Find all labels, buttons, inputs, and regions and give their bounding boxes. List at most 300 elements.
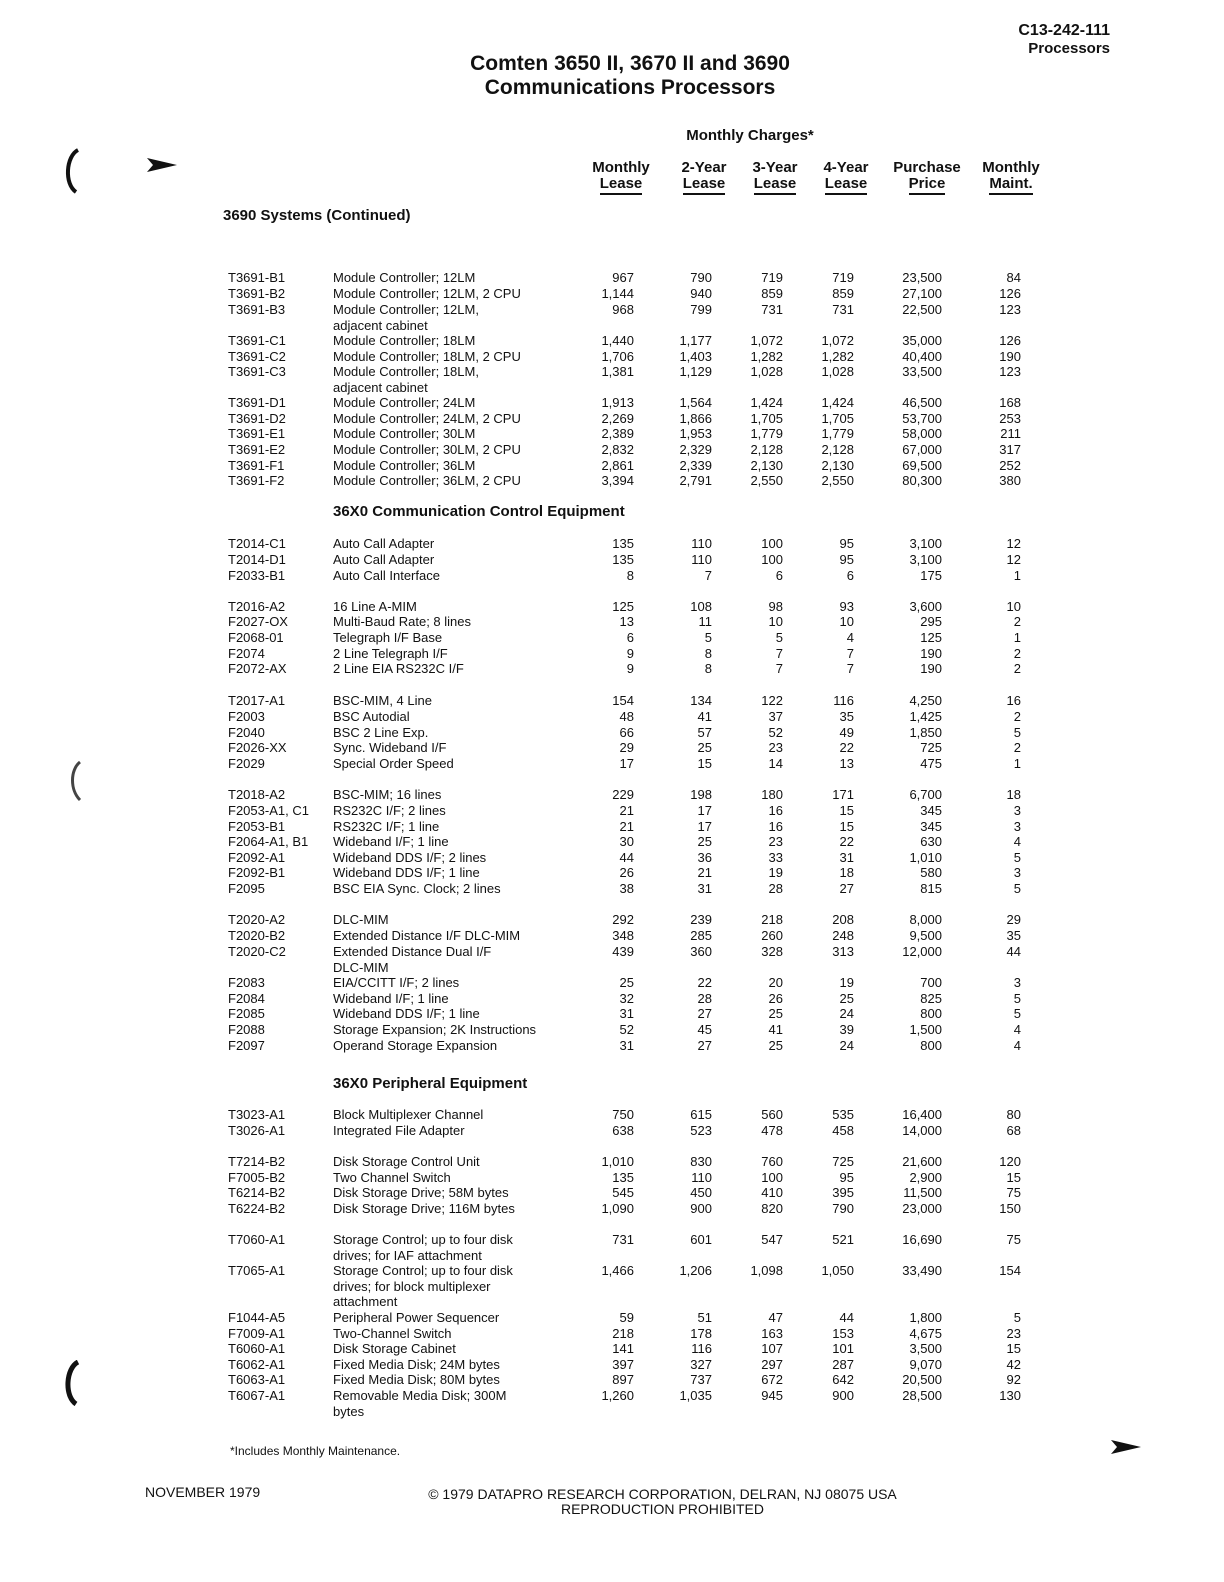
cell-3-year-lease: 1,705 bbox=[750, 411, 783, 426]
cell-monthly-maint: 252 bbox=[999, 458, 1021, 473]
cell-purchase-price: 33,490 bbox=[902, 1263, 942, 1278]
part-number: F2053-A1, C1 bbox=[228, 803, 309, 818]
description bbox=[333, 709, 573, 725]
cell-purchase-price: 8,000 bbox=[909, 912, 942, 927]
cell-3-year-lease: 719 bbox=[761, 270, 783, 285]
document-id: C13-242-111 bbox=[1018, 22, 1110, 39]
description-line: Module Controller; 12LM, bbox=[333, 302, 479, 317]
cell-3-year-lease: 10 bbox=[768, 614, 783, 629]
cell-2-year-lease: 7 bbox=[704, 568, 712, 583]
column-header-line1: Monthly bbox=[592, 159, 650, 176]
cell-4-year-lease: 13 bbox=[839, 756, 854, 771]
description-line: 2 Line Telegraph I/F bbox=[333, 646, 448, 661]
description-line: Disk Storage Drive; 58M bytes bbox=[333, 1185, 509, 1200]
cell-purchase-price: 9,500 bbox=[909, 928, 942, 943]
cell-4-year-lease: 4 bbox=[846, 630, 854, 645]
part-number: T3691-E1 bbox=[228, 426, 286, 441]
cell-monthly-maint: 380 bbox=[999, 473, 1021, 488]
cell-2-year-lease: 1,206 bbox=[679, 1263, 712, 1278]
description-line: BSC Autodial bbox=[333, 709, 410, 724]
cell-purchase-price: 1,850 bbox=[909, 725, 942, 740]
cell-monthly-lease: 31 bbox=[619, 1006, 634, 1021]
cell-4-year-lease: 859 bbox=[832, 286, 854, 301]
cell-monthly-maint: 5 bbox=[1013, 991, 1021, 1006]
column-header-line2: Price bbox=[909, 176, 946, 195]
cell-3-year-lease: 2,130 bbox=[750, 458, 783, 473]
cell-monthly-lease: 397 bbox=[612, 1357, 634, 1372]
cell-monthly-maint: 68 bbox=[1006, 1123, 1021, 1138]
cell-3-year-lease: 760 bbox=[761, 1154, 783, 1169]
cell-3-year-lease: 122 bbox=[761, 693, 783, 708]
cell-purchase-price: 815 bbox=[920, 881, 942, 896]
cell-purchase-price: 28,500 bbox=[902, 1388, 942, 1403]
description-line: 2 Line EIA RS232C I/F bbox=[333, 661, 464, 676]
cell-3-year-lease: 478 bbox=[761, 1123, 783, 1138]
part-number: F2053-B1 bbox=[228, 819, 286, 834]
part-number: T2014-D1 bbox=[228, 552, 286, 567]
description-line: Block Multiplexer Channel bbox=[333, 1107, 484, 1122]
description-line: adjacent cabinet bbox=[333, 379, 428, 395]
cell-monthly-lease: 8 bbox=[626, 568, 634, 583]
column-header-4-year-lease bbox=[812, 160, 880, 195]
cell-monthly-maint: 3 bbox=[1013, 819, 1021, 834]
description-line: Wideband DDS I/F; 2 lines bbox=[333, 850, 487, 865]
cell-purchase-price: 46,500 bbox=[902, 395, 942, 410]
cell-3-year-lease: 672 bbox=[761, 1372, 783, 1387]
column-header-monthly-maint bbox=[972, 160, 1050, 195]
cell-purchase-price: 475 bbox=[920, 756, 942, 771]
monthly-charges-label: Monthly Charges* bbox=[686, 127, 814, 144]
cell-monthly-lease: 967 bbox=[612, 270, 634, 285]
description bbox=[333, 1022, 573, 1038]
cell-monthly-maint: 5 bbox=[1013, 881, 1021, 896]
part-number: T3691-B3 bbox=[228, 302, 286, 317]
footer-copyright: © 1979 DATAPRO RESEARCH CORPORATION, DELRAN, NJ 08075 USA bbox=[428, 1486, 897, 1502]
cell-2-year-lease: 134 bbox=[690, 693, 712, 708]
cell-monthly-lease: 1,913 bbox=[601, 395, 634, 410]
cell-purchase-price: 825 bbox=[920, 991, 942, 1006]
cell-2-year-lease: 327 bbox=[690, 1357, 712, 1372]
description-line: Auto Call Adapter bbox=[333, 552, 435, 567]
cell-purchase-price: 1,500 bbox=[909, 1022, 942, 1037]
description-line: Extended Distance Dual I/F bbox=[333, 944, 492, 959]
description-line: Sync. Wideband I/F bbox=[333, 740, 447, 755]
cell-3-year-lease: 2,550 bbox=[750, 473, 783, 488]
cell-4-year-lease: 15 bbox=[839, 803, 854, 818]
cell-2-year-lease: 110 bbox=[691, 1170, 712, 1185]
cell-2-year-lease: 11 bbox=[698, 614, 712, 629]
description-line: BSC-MIM, 4 Line bbox=[333, 693, 432, 708]
cell-purchase-price: 1,425 bbox=[909, 709, 942, 724]
cell-3-year-lease: 328 bbox=[761, 944, 783, 959]
cell-4-year-lease: 719 bbox=[832, 270, 854, 285]
description bbox=[333, 756, 573, 772]
part-number: F2040 bbox=[228, 725, 265, 740]
cell-3-year-lease: 1,282 bbox=[750, 349, 783, 364]
cell-monthly-lease: 229 bbox=[612, 787, 634, 802]
cell-monthly-maint: 2 bbox=[1013, 614, 1021, 629]
cell-purchase-price: 40,400 bbox=[902, 349, 942, 364]
cell-monthly-lease: 154 bbox=[612, 693, 634, 708]
cell-monthly-lease: 141 bbox=[612, 1341, 634, 1356]
description-line: Module Controller; 36LM, 2 CPU bbox=[333, 473, 521, 488]
cell-3-year-lease: 25 bbox=[768, 1038, 783, 1053]
description bbox=[333, 834, 573, 850]
cell-2-year-lease: 17 bbox=[697, 819, 712, 834]
cell-monthly-maint: 154 bbox=[999, 1263, 1021, 1278]
cell-monthly-maint: 150 bbox=[999, 1201, 1021, 1216]
cell-purchase-price: 23,500 bbox=[902, 270, 942, 285]
description bbox=[333, 1107, 573, 1123]
cell-3-year-lease: 260 bbox=[761, 928, 783, 943]
description-line: Module Controller; 30LM bbox=[333, 426, 476, 441]
part-number: F2097 bbox=[228, 1038, 265, 1053]
document-section: Processors bbox=[1028, 40, 1110, 57]
cell-4-year-lease: 171 bbox=[832, 787, 854, 802]
cell-4-year-lease: 642 bbox=[832, 1372, 854, 1387]
cell-purchase-price: 800 bbox=[920, 1038, 942, 1053]
cell-2-year-lease: 900 bbox=[690, 1201, 712, 1216]
cell-4-year-lease: 1,028 bbox=[821, 364, 854, 379]
description bbox=[333, 865, 573, 881]
right-arrow-icon bbox=[147, 158, 177, 170]
cell-4-year-lease: 2,128 bbox=[821, 442, 854, 457]
cell-4-year-lease: 116 bbox=[833, 693, 854, 708]
cell-2-year-lease: 239 bbox=[690, 912, 712, 927]
cell-2-year-lease: 1,035 bbox=[679, 1388, 712, 1403]
cell-3-year-lease: 1,779 bbox=[750, 426, 783, 441]
description bbox=[333, 787, 573, 803]
cell-monthly-maint: 4 bbox=[1013, 1022, 1021, 1037]
cell-4-year-lease: 395 bbox=[832, 1185, 854, 1200]
cell-monthly-maint: 80 bbox=[1006, 1107, 1021, 1122]
description-line: Module Controller; 18LM, bbox=[333, 364, 479, 379]
cell-4-year-lease: 1,705 bbox=[821, 411, 854, 426]
cell-2-year-lease: 830 bbox=[690, 1154, 712, 1169]
cell-4-year-lease: 208 bbox=[832, 912, 854, 927]
part-number: T6067-A1 bbox=[228, 1388, 286, 1403]
cell-monthly-lease: 1,440 bbox=[601, 333, 634, 348]
cell-monthly-maint: 3 bbox=[1013, 975, 1021, 990]
cell-4-year-lease: 95 bbox=[839, 552, 854, 567]
cell-3-year-lease: 6 bbox=[775, 568, 783, 583]
cell-2-year-lease: 108 bbox=[690, 599, 712, 614]
cell-monthly-maint: 2 bbox=[1013, 709, 1021, 724]
cell-purchase-price: 22,500 bbox=[902, 302, 942, 317]
cell-monthly-maint: 253 bbox=[999, 411, 1021, 426]
cell-2-year-lease: 2,339 bbox=[679, 458, 712, 473]
description-line: bytes bbox=[333, 1403, 365, 1419]
cell-monthly-maint: 84 bbox=[1006, 270, 1021, 285]
cell-purchase-price: 800 bbox=[920, 1006, 942, 1021]
cell-3-year-lease: 820 bbox=[761, 1201, 783, 1216]
part-number: T6063-A1 bbox=[228, 1372, 286, 1387]
cell-3-year-lease: 16 bbox=[768, 803, 783, 818]
cell-monthly-lease: 13 bbox=[619, 614, 634, 629]
cell-monthly-maint: 15 bbox=[1006, 1170, 1021, 1185]
column-header-2-year-lease bbox=[670, 160, 738, 195]
description-line: Telegraph I/F Base bbox=[333, 630, 443, 645]
cell-3-year-lease: 23 bbox=[768, 834, 783, 849]
section-heading-communication-control: 36X0 Communication Control Equipment bbox=[333, 503, 625, 520]
cell-2-year-lease: 285 bbox=[690, 928, 712, 943]
part-number: F2092-B1 bbox=[228, 865, 286, 880]
part-number: T2020-B2 bbox=[228, 928, 286, 943]
cell-monthly-maint: 120 bbox=[999, 1154, 1021, 1169]
cell-monthly-maint: 1 bbox=[1013, 568, 1021, 583]
description-line: Module Controller; 30LM, 2 CPU bbox=[333, 442, 521, 457]
cell-purchase-price: 700 bbox=[920, 975, 942, 990]
cell-4-year-lease: 1,050 bbox=[821, 1263, 854, 1278]
cell-2-year-lease: 799 bbox=[690, 302, 712, 317]
description bbox=[333, 725, 573, 741]
description bbox=[333, 1326, 573, 1342]
description-line: Module Controller; 36LM bbox=[333, 458, 476, 473]
part-number: T2018-A2 bbox=[228, 787, 286, 802]
description bbox=[333, 944, 573, 975]
cell-monthly-lease: 135 bbox=[612, 536, 634, 551]
cell-2-year-lease: 1,403 bbox=[679, 349, 712, 364]
column-header-monthly-lease bbox=[585, 160, 657, 195]
column-header-line1: 4-Year bbox=[823, 159, 869, 176]
cell-3-year-lease: 7 bbox=[775, 661, 783, 676]
cell-4-year-lease: 2,550 bbox=[821, 473, 854, 488]
column-header-line2: Lease bbox=[600, 176, 643, 195]
description-line: Two-Channel Switch bbox=[333, 1326, 452, 1341]
part-number: F2088 bbox=[228, 1022, 265, 1037]
cell-4-year-lease: 1,779 bbox=[821, 426, 854, 441]
description-line: Wideband I/F; 1 line bbox=[333, 834, 449, 849]
description-line: Fixed Media Disk; 80M bytes bbox=[333, 1372, 500, 1387]
cell-4-year-lease: 790 bbox=[832, 1201, 854, 1216]
description-line: Disk Storage Control Unit bbox=[333, 1154, 480, 1169]
description bbox=[333, 1357, 573, 1373]
cell-monthly-maint: 126 bbox=[999, 333, 1021, 348]
description-line: Wideband I/F; 1 line bbox=[333, 991, 449, 1006]
cell-2-year-lease: 2,791 bbox=[679, 473, 712, 488]
cell-3-year-lease: 107 bbox=[761, 1341, 783, 1356]
part-number: F2033-B1 bbox=[228, 568, 286, 583]
cell-monthly-maint: 75 bbox=[1006, 1185, 1021, 1200]
cell-monthly-maint: 211 bbox=[1000, 426, 1021, 441]
part-number: T3023-A1 bbox=[228, 1107, 286, 1122]
cell-monthly-lease: 292 bbox=[612, 912, 634, 927]
description bbox=[333, 333, 573, 349]
cell-2-year-lease: 110 bbox=[691, 536, 712, 551]
cell-2-year-lease: 1,177 bbox=[679, 333, 712, 348]
cell-3-year-lease: 2,128 bbox=[750, 442, 783, 457]
description bbox=[333, 819, 573, 835]
description bbox=[333, 286, 573, 302]
description-line: Two Channel Switch bbox=[333, 1170, 451, 1185]
description bbox=[333, 912, 573, 928]
part-number: F7009-A1 bbox=[228, 1326, 286, 1341]
part-number: T6224-B2 bbox=[228, 1201, 286, 1216]
description-line: EIA/CCITT I/F; 2 lines bbox=[333, 975, 460, 990]
cell-2-year-lease: 360 bbox=[690, 944, 712, 959]
description-line: Module Controller; 24LM bbox=[333, 395, 476, 410]
cell-monthly-lease: 897 bbox=[612, 1372, 634, 1387]
part-number: T7214-B2 bbox=[228, 1154, 286, 1169]
description bbox=[333, 1201, 573, 1217]
title-line-1: Comten 3650 II, 3670 II and 3690 bbox=[470, 52, 790, 75]
cell-monthly-maint: 3 bbox=[1013, 803, 1021, 818]
cell-purchase-price: 27,100 bbox=[902, 286, 942, 301]
part-number: T2017-A1 bbox=[228, 693, 286, 708]
cell-monthly-lease: 25 bbox=[619, 975, 634, 990]
description bbox=[333, 364, 573, 395]
description bbox=[333, 740, 573, 756]
cell-2-year-lease: 36 bbox=[697, 850, 712, 865]
part-number: T3691-D1 bbox=[228, 395, 286, 410]
description bbox=[333, 1038, 573, 1054]
cell-monthly-lease: 348 bbox=[612, 928, 634, 943]
cell-4-year-lease: 458 bbox=[832, 1123, 854, 1138]
description-line: Module Controller; 12LM, 2 CPU bbox=[333, 286, 521, 301]
cell-2-year-lease: 21 bbox=[697, 865, 712, 880]
description bbox=[333, 661, 573, 677]
description bbox=[333, 646, 573, 662]
cell-purchase-price: 345 bbox=[920, 819, 942, 834]
cell-monthly-lease: 52 bbox=[619, 1022, 634, 1037]
cell-3-year-lease: 19 bbox=[768, 865, 783, 880]
description bbox=[333, 1263, 573, 1310]
cell-3-year-lease: 41 bbox=[768, 1022, 783, 1037]
cell-monthly-lease: 31 bbox=[619, 1038, 634, 1053]
description bbox=[333, 442, 573, 458]
cell-2-year-lease: 178 bbox=[690, 1326, 712, 1341]
cell-monthly-lease: 38 bbox=[619, 881, 634, 896]
part-number: F2092-A1 bbox=[228, 850, 286, 865]
cell-4-year-lease: 1,072 bbox=[821, 333, 854, 348]
cell-purchase-price: 3,600 bbox=[909, 599, 942, 614]
part-number: T3691-B2 bbox=[228, 286, 286, 301]
description bbox=[333, 411, 573, 427]
part-number: F2095 bbox=[228, 881, 265, 896]
description-line: RS232C I/F; 1 line bbox=[333, 819, 440, 834]
cell-monthly-lease: 9 bbox=[626, 646, 634, 661]
cell-purchase-price: 3,500 bbox=[909, 1341, 942, 1356]
cell-2-year-lease: 737 bbox=[690, 1372, 712, 1387]
cell-purchase-price: 4,675 bbox=[909, 1326, 942, 1341]
description-line: Disk Storage Drive; 116M bytes bbox=[333, 1201, 515, 1216]
description bbox=[333, 1185, 573, 1201]
cell-monthly-lease: 32 bbox=[619, 991, 634, 1006]
cell-monthly-maint: 317 bbox=[999, 442, 1021, 457]
cell-monthly-lease: 2,389 bbox=[601, 426, 634, 441]
cell-3-year-lease: 100 bbox=[761, 1170, 783, 1185]
cell-3-year-lease: 5 bbox=[775, 630, 783, 645]
part-number: T3691-C2 bbox=[228, 349, 286, 364]
description-line: adjacent cabinet bbox=[333, 317, 428, 333]
part-number: F2068-01 bbox=[228, 630, 284, 645]
cell-purchase-price: 21,600 bbox=[902, 1154, 942, 1169]
cell-monthly-lease: 21 bbox=[619, 819, 634, 834]
cell-purchase-price: 4,250 bbox=[909, 693, 942, 708]
cell-3-year-lease: 28 bbox=[768, 881, 783, 896]
cell-4-year-lease: 287 bbox=[832, 1357, 854, 1372]
cell-4-year-lease: 22 bbox=[839, 740, 854, 755]
cell-3-year-lease: 560 bbox=[761, 1107, 783, 1122]
cell-2-year-lease: 25 bbox=[697, 740, 712, 755]
part-number: T2020-A2 bbox=[228, 912, 286, 927]
part-number: F2083 bbox=[228, 975, 265, 990]
cell-2-year-lease: 51 bbox=[697, 1310, 712, 1325]
description bbox=[333, 395, 573, 411]
cell-purchase-price: 6,700 bbox=[909, 787, 942, 802]
cell-2-year-lease: 523 bbox=[690, 1123, 712, 1138]
cell-4-year-lease: 7 bbox=[846, 661, 854, 676]
description bbox=[333, 1170, 573, 1186]
description bbox=[333, 568, 573, 584]
cell-monthly-maint: 5 bbox=[1013, 850, 1021, 865]
cell-monthly-maint: 16 bbox=[1006, 693, 1021, 708]
cell-3-year-lease: 163 bbox=[761, 1326, 783, 1341]
cell-4-year-lease: 24 bbox=[839, 1006, 854, 1021]
column-header-3-year-lease bbox=[741, 160, 809, 195]
title-line-2: Communications Processors bbox=[484, 76, 776, 99]
description bbox=[333, 536, 573, 552]
description-line: Module Controller; 12LM bbox=[333, 270, 476, 285]
cell-3-year-lease: 1,424 bbox=[750, 395, 783, 410]
part-number: T6062-A1 bbox=[228, 1357, 286, 1372]
column-header-line1: 3-Year bbox=[752, 159, 798, 176]
cell-purchase-price: 16,400 bbox=[902, 1107, 942, 1122]
cell-3-year-lease: 547 bbox=[761, 1232, 783, 1247]
cell-purchase-price: 53,700 bbox=[902, 411, 942, 426]
cell-purchase-price: 35,000 bbox=[902, 333, 942, 348]
description-line: BSC EIA Sync. Clock; 2 lines bbox=[333, 881, 501, 896]
cell-2-year-lease: 615 bbox=[690, 1107, 712, 1122]
cell-3-year-lease: 180 bbox=[761, 787, 783, 802]
description bbox=[333, 349, 573, 365]
description-line: BSC 2 Line Exp. bbox=[333, 725, 429, 740]
cell-2-year-lease: 1,953 bbox=[679, 426, 712, 441]
cell-3-year-lease: 33 bbox=[768, 850, 783, 865]
cell-monthly-lease: 750 bbox=[612, 1107, 634, 1122]
cell-4-year-lease: 93 bbox=[839, 599, 854, 614]
cell-3-year-lease: 25 bbox=[768, 1006, 783, 1021]
cell-4-year-lease: 35 bbox=[839, 709, 854, 724]
description bbox=[333, 1372, 573, 1388]
part-number: T3026-A1 bbox=[228, 1123, 286, 1138]
cell-3-year-lease: 20 bbox=[768, 975, 783, 990]
cell-purchase-price: 11,500 bbox=[903, 1185, 942, 1200]
cell-3-year-lease: 945 bbox=[761, 1388, 783, 1403]
cell-monthly-maint: 168 bbox=[999, 395, 1021, 410]
cell-purchase-price: 58,000 bbox=[902, 426, 942, 441]
description-line: Wideband DDS I/F; 1 line bbox=[333, 1006, 480, 1021]
footer-copyright-block bbox=[380, 1487, 945, 1517]
footer-notice: REPRODUCTION PROHIBITED bbox=[560, 1501, 764, 1517]
cell-monthly-lease: 545 bbox=[612, 1185, 634, 1200]
description-line: RS232C I/F; 2 lines bbox=[333, 803, 446, 818]
cell-purchase-price: 9,070 bbox=[909, 1357, 942, 1372]
cell-3-year-lease: 297 bbox=[761, 1357, 783, 1372]
cell-purchase-price: 69,500 bbox=[902, 458, 942, 473]
description bbox=[333, 803, 573, 819]
cell-monthly-lease: 66 bbox=[619, 725, 634, 740]
cell-3-year-lease: 218 bbox=[761, 912, 783, 927]
cell-3-year-lease: 26 bbox=[768, 991, 783, 1006]
footnote: *Includes Monthly Maintenance. bbox=[230, 1444, 401, 1458]
description-line: Auto Call Adapter bbox=[333, 536, 435, 551]
cell-purchase-price: 20,500 bbox=[902, 1372, 942, 1387]
cell-2-year-lease: 110 bbox=[691, 552, 712, 567]
description bbox=[333, 473, 573, 489]
cell-monthly-maint: 126 bbox=[999, 286, 1021, 301]
cell-purchase-price: 725 bbox=[920, 740, 942, 755]
